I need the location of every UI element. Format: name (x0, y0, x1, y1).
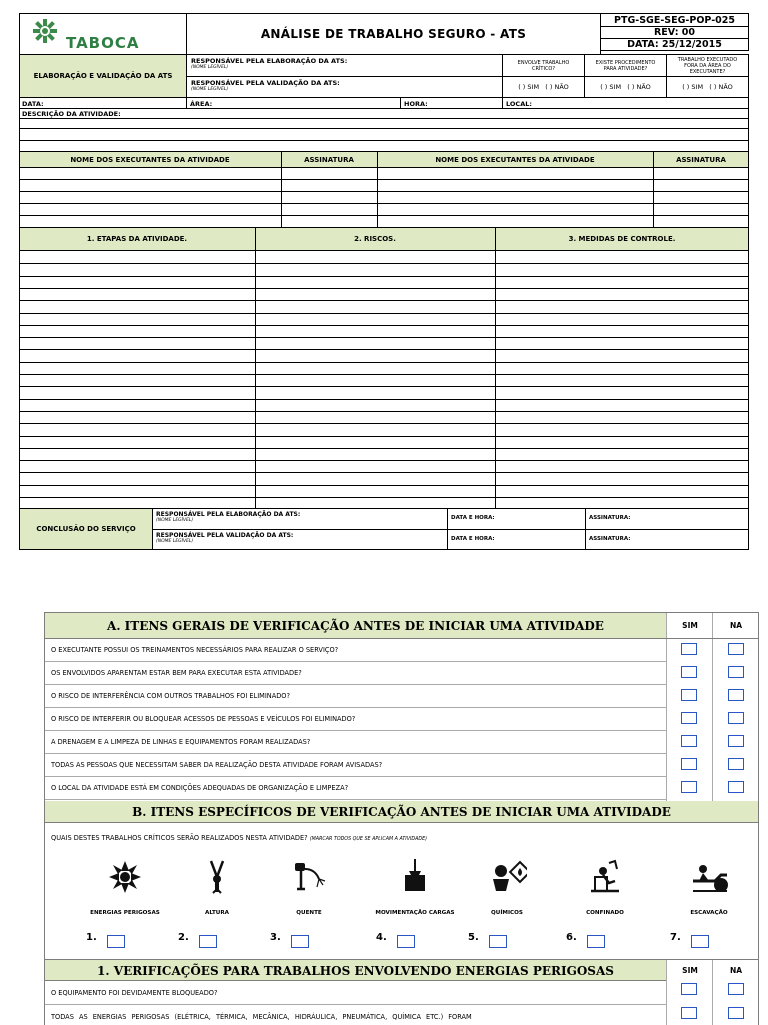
conclusion-signature-1: ASSINATURA: (589, 515, 631, 521)
etapas-row-line (20, 362, 748, 363)
work-checkbox[interactable] (587, 935, 605, 948)
check-item-a-6: TODAS AS PESSOAS QUE NECESSITAM SABER DA REALIZAÇÃO DESTA ATIVIDADE FORAM AVISADAS? (45, 754, 666, 777)
exec-sign-header-1: ASSINATURA (304, 155, 354, 164)
hot-work-icon (289, 857, 329, 897)
confined-icon (585, 857, 625, 897)
area-label: ÁREA: (190, 100, 213, 108)
conclusion-datetime-2: DATA E HORA: (451, 536, 495, 542)
work-checkbox[interactable] (397, 935, 415, 948)
check-item-a-3: O RISCO DE INTERFERÊNCIA COM OUTROS TRABALHOS FOI ELIMINADO? (45, 685, 666, 708)
valid-hint: (NOME LEGÍVEL) (191, 87, 229, 92)
etapas-row-line (20, 472, 748, 473)
local-label: LOCAL: (506, 100, 532, 108)
na-header: NA (712, 613, 759, 638)
sim-checkbox[interactable] (681, 689, 697, 701)
chemical-icon (487, 857, 527, 897)
load-icon (395, 857, 435, 897)
etapas-row-line (20, 300, 748, 301)
work-number: 2. (178, 932, 189, 943)
work-number: 7. (670, 932, 681, 943)
logo-text: TABOCA (66, 34, 140, 52)
etapas-row-line (20, 374, 748, 375)
conclusion-elab-hint: (NOME LEGÍVEL) (156, 518, 194, 523)
section-b-question (51, 834, 427, 842)
etapas-row-line (20, 349, 748, 350)
section-a-title: A. ITENS GERAIS DE VERIFICAÇÃO ANTES DE INICIAR UMA ATIVIDADE (107, 618, 604, 633)
check-item-a-5: A DRENAGEM E A LIMPEZA DE LINHAS E EQUIPAMENTOS FORAM REALIZADAS? (45, 731, 666, 754)
na-checkbox[interactable] (728, 983, 744, 995)
section-1-items (45, 981, 758, 1025)
work-checkbox[interactable] (489, 935, 507, 948)
na-checkbox[interactable] (728, 758, 744, 770)
sim-checkbox[interactable] (681, 666, 697, 678)
sim-checkbox[interactable] (681, 712, 697, 724)
etapas-row-line (20, 448, 748, 449)
section-b-title: B. ITENS ESPECÍFICOS DE VERIFICAÇÃO ANTES DE INICIAR UMA ATIVIDADE (132, 804, 671, 819)
work-checkbox[interactable] (107, 935, 125, 948)
elab-label: RESPONSÁVEL PELA ELABORAÇÃO DA ATS: (191, 57, 348, 65)
na-checkbox[interactable] (728, 643, 744, 655)
sim-checkbox[interactable] (681, 758, 697, 770)
date-label: DATA: (22, 100, 44, 108)
logo-cell (19, 13, 187, 55)
height-icon (197, 857, 237, 897)
work-label: ALTURA (205, 909, 229, 916)
work-checkbox[interactable] (691, 935, 709, 948)
section-1-header (45, 959, 758, 981)
form-title: ANÁLISE DE TRABALHO SEGURO - ATS (186, 13, 601, 55)
etapas-row-line (20, 485, 748, 486)
section-1-na-header: NA (712, 960, 759, 981)
na-checkbox[interactable] (728, 666, 744, 678)
procedure-options[interactable]: ( ) SIM ( ) NÃO (584, 76, 667, 98)
doc-date: DATA: 25/12/2015 (600, 38, 749, 51)
outside-options[interactable]: ( ) SIM ( ) NÃO (666, 76, 749, 98)
critical-options[interactable]: ( ) SIM ( ) NÃO (502, 76, 585, 98)
etapas-row-line (20, 325, 748, 326)
check-item-a-1: O EXECUTANTE POSSUI OS TREINAMENTOS NECESSÁRIOS PARA REALIZAR O SERVIÇO? (45, 639, 666, 662)
question-procedure: EXISTE PROCEDIMENTO PARA ATIVIDADE? (584, 54, 667, 77)
work-label: CONFINADO (586, 909, 624, 916)
etapas-row-line (20, 497, 748, 498)
critical-works (45, 849, 758, 959)
check-item-a-4: O RISCO DE INTERFERIR OU BLOQUEAR ACESSOS DE PESSOAS E VEÍCULOS FOI ELIMINADO? (45, 708, 666, 731)
etapas-row-line (20, 423, 748, 424)
question-critical: ENVOLVE TRABALHO CRÍTICO? (502, 54, 585, 77)
conclusion-signature-2: ASSINATURA: (589, 536, 631, 542)
etapas-grid[interactable] (19, 250, 749, 509)
etapas-row-line (20, 460, 748, 461)
na-checkbox[interactable] (728, 712, 744, 724)
conclusion-valid-label: RESPONSÁVEL PELA VALIDAÇÃO DA ATS: (156, 532, 294, 539)
check-item-1-2: TODAS AS ENERGIAS PERIGOSAS (ELÉTRICA, TÉRMICA, MECÂNICA, HIDRÁULICA, PNEUMÁTICA, QUÍMICA ETC.) FORAM (45, 1005, 666, 1025)
exec-sign-header-2: ASSINATURA (676, 155, 726, 164)
work-number: 4. (376, 932, 387, 943)
na-checkbox[interactable] (728, 1007, 744, 1019)
hour-label: HORA: (404, 100, 428, 108)
etapas-row-line (20, 411, 748, 412)
description-label: DESCRIÇÃO DA ATIVIDADE: (22, 110, 121, 118)
section-b-question-text: QUAIS DESTES TRABALHOS CRÍTICOS SERÃO REALIZADOS NESTA ATIVIDADE? (51, 834, 308, 842)
work-label: ESCAVAÇÃO (690, 909, 728, 916)
work-label: QUÍMICOS (491, 909, 523, 916)
etapas-row-line (20, 436, 748, 437)
elab-field[interactable] (186, 54, 503, 77)
section-a-items (45, 639, 758, 801)
logo-icon (32, 18, 58, 44)
conclusion-datetime-1: DATA E HORA: (451, 515, 495, 521)
check-item-a-7: O LOCAL DA ATIVIDADE ESTÁ EM CONDIÇÕES ADEQUADAS DE ORGANIZAÇÃO E LIMPEZA? (45, 777, 666, 800)
sim-checkbox[interactable] (681, 983, 697, 995)
work-checkbox[interactable] (199, 935, 217, 948)
work-label: MOVIMENTAÇÃO CARGAS (375, 909, 455, 916)
na-checkbox[interactable] (728, 689, 744, 701)
etapas-row-line (20, 288, 748, 289)
check-item-1-1: O EQUIPAMENTO FOI DEVIDAMENTE BLOQUEADO? (45, 981, 666, 1005)
doc-revision: REV: 00 (600, 26, 749, 39)
work-number: 6. (566, 932, 577, 943)
conclusion-label: CONCLUSÃO DO SERVIÇO (19, 508, 153, 550)
exec-name-header-1: NOME DOS EXECUTANTES DA ATIVIDADE (70, 155, 230, 164)
etapas-col: 1. ETAPAS DA ATIVIDADE. (86, 235, 188, 243)
sim-checkbox[interactable] (681, 643, 697, 655)
na-checkbox[interactable] (728, 735, 744, 747)
etapas-row-line (20, 313, 748, 314)
sim-checkbox[interactable] (681, 735, 697, 747)
etapas-row-line (20, 399, 748, 400)
riscos-col: 2. RISCOS. (354, 235, 396, 243)
exec-name-header-2: NOME DOS EXECUTANTES DA ATIVIDADE (435, 155, 595, 164)
elab-hint: (NOME LEGÍVEL) (191, 65, 229, 70)
section-b-hint: (MARCAR TODOS QUE SE APLICAM A ATIVIDADE) (309, 837, 427, 842)
section-1-sim-header: SIM (666, 960, 713, 981)
work-number: 1. (86, 932, 97, 943)
sim-checkbox[interactable] (681, 1007, 697, 1019)
etapas-row-line (20, 337, 748, 338)
section-1-title: 1. VERIFICAÇÕES PARA TRABALHOS ENVOLVENDO ENERGIAS PERIGOSAS (97, 963, 614, 978)
work-number: 5. (468, 932, 479, 943)
valid-field[interactable] (186, 76, 503, 98)
work-label: QUENTE (296, 909, 322, 916)
conclusion-valid-hint: (NOME LEGÍVEL) (156, 539, 194, 544)
etapas-row-line (20, 276, 748, 277)
validation-label: ELABORAÇÃO E VALIDAÇÃO DA ATS (19, 54, 187, 98)
question-outside: TRABALHO EXECUTADO FORA DA ÁREA DO EXECUTANTE? (666, 54, 749, 77)
check-item-a-2: OS ENVOLVIDOS APARENTAM ESTAR BEM PARA EXECUTAR ESTA ATIVIDADE? (45, 662, 666, 685)
valid-label: RESPONSÁVEL PELA VALIDAÇÃO DA ATS: (191, 79, 340, 87)
medidas-col: 3. MEDIDAS DE CONTROLE. (568, 235, 676, 243)
etapas-row-line (20, 386, 748, 387)
doc-code: PTG-SGE-SEG-POP-025 (600, 13, 749, 27)
executantes-grid[interactable] (19, 167, 749, 228)
sim-header: SIM (666, 613, 713, 638)
sim-checkbox[interactable] (681, 781, 697, 793)
info-block (19, 97, 749, 152)
energy-icon (105, 857, 145, 897)
conclusion-elab-label: RESPONSÁVEL PELA ELABORAÇÃO DA ATS: (156, 511, 301, 518)
na-checkbox[interactable] (728, 781, 744, 793)
etapas-row-line (20, 263, 748, 264)
work-checkbox[interactable] (291, 935, 309, 948)
excavation-icon (689, 857, 729, 897)
section-a-header (45, 613, 758, 639)
checklist-form (44, 612, 759, 1025)
work-number: 3. (270, 932, 281, 943)
work-label: ENERGIAS PERIGOSAS (90, 909, 160, 916)
section-b-header (45, 801, 758, 823)
